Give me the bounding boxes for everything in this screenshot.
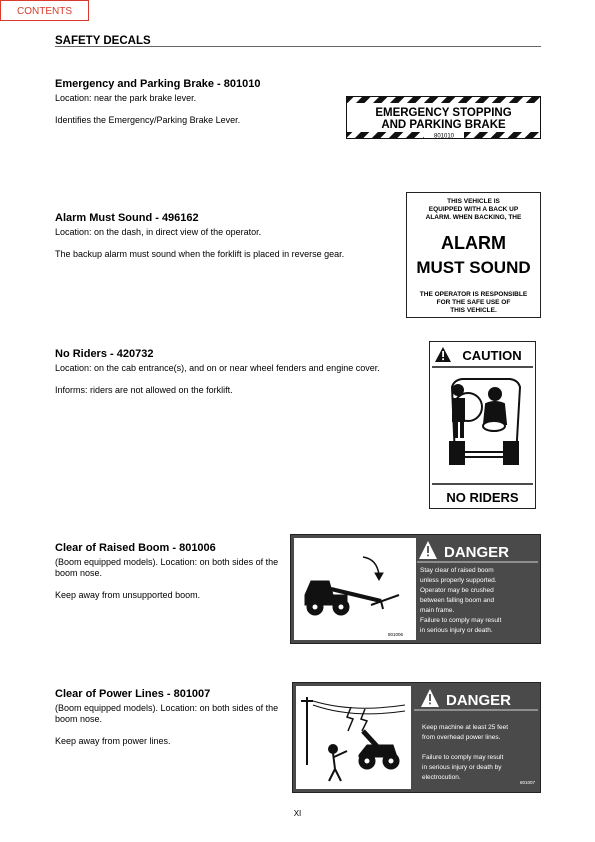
decal-header: CAUTION	[462, 348, 522, 363]
warning-triangle-icon	[435, 347, 451, 362]
decal-header: DANGER	[444, 544, 510, 561]
decal-line: in serious injury or death by	[422, 764, 502, 771]
entry-location: Location: on the cab entrance(s), and on or near wheel fenders and engine cover.	[55, 363, 380, 373]
warning-triangle-icon	[421, 689, 439, 707]
decal-emergency-brake	[346, 96, 541, 139]
entry-title: Clear of Raised Boom - 801006	[55, 542, 216, 554]
decal-code: 801007	[519, 780, 535, 785]
entry-title: Emergency and Parking Brake - 801010	[55, 78, 261, 90]
decal-body	[420, 567, 503, 634]
entry-title: No Riders - 420732	[55, 348, 154, 360]
decal-alarm-must-sound	[406, 192, 541, 318]
entry-emergency-brake	[55, 78, 335, 126]
entry-location: (Boom equipped models). Location: on both sides of the boom nose.	[55, 703, 279, 724]
decal-line: Failure to comply may result	[420, 617, 502, 624]
section-title: SAFETY DECALS	[55, 35, 151, 47]
contents-button[interactable]: CONTENTS	[0, 0, 89, 21]
decal-bottom-line-1: THE OPERATOR IS RESPONSIBLE	[419, 291, 528, 298]
decal-top-line-2: EQUIPPED WITH A BACK UP	[428, 206, 519, 213]
decal-line: Stay clear of raised boom	[420, 567, 494, 574]
decal-line: between falling boom and	[420, 597, 495, 604]
decal-footer: NO RIDERS	[446, 490, 519, 505]
decal-header: DANGER	[446, 692, 512, 709]
decal-big-line-2: MUST SOUND	[416, 258, 531, 277]
entry-location: (Boom equipped models). Location: on both sides of the boom nose.	[55, 557, 279, 578]
entry-clear-of-power-lines	[55, 688, 290, 747]
decal-bottom-line-3: THIS VEHICLE.	[450, 307, 497, 314]
decal-line: main frame.	[420, 607, 455, 614]
decal-big-line-1: ALARM	[441, 233, 506, 253]
entry-location: Location: near the park brake lever.	[55, 93, 197, 103]
decal-code: 801010	[433, 133, 455, 139]
decal-top-line-1: THIS VEHICLE IS	[447, 198, 500, 205]
title-underline	[55, 46, 541, 47]
decal-clear-of-raised-boom	[290, 534, 541, 644]
decal-line-1: EMERGENCY STOPPING	[375, 107, 512, 119]
decal-no-riders	[429, 341, 536, 509]
entry-description: Informs: riders are not allowed on the forklift.	[55, 385, 233, 395]
decal-line: Failure to comply may result	[422, 754, 504, 761]
decal-bottom-line-2: FOR THE SAFE USE OF	[436, 299, 511, 306]
entry-alarm-must-sound	[55, 212, 395, 260]
decal-line: Operator may be crushed	[420, 587, 494, 594]
entry-description: Identifies the Emergency/Parking Brake Lever.	[55, 115, 241, 125]
entry-title: Clear of Power Lines - 801007	[55, 688, 211, 700]
decal-line: from overhead power lines.	[422, 734, 501, 741]
decal-code: 801006	[387, 632, 403, 637]
entry-description: The backup alarm must sound when the forklift is placed in reverse gear.	[55, 249, 345, 259]
decal-top-line-3: ALARM. WHEN BACKING, THE	[425, 214, 522, 221]
entry-description: Keep away from power lines.	[55, 736, 171, 746]
decal-line: in serious injury or death.	[420, 627, 493, 634]
decal-line: Keep machine at least 25 feet	[422, 724, 509, 731]
entry-clear-of-raised-boom	[55, 542, 290, 601]
entry-no-riders	[55, 348, 395, 396]
decal-line: unless properly supported.	[420, 577, 497, 584]
decal-body	[422, 724, 510, 781]
entry-location: Location: on the dash, in direct view of the operator.	[55, 227, 262, 237]
page-number: XI	[293, 809, 302, 818]
decal-line: electrocution.	[422, 774, 461, 781]
decal-line-2: AND PARKING BRAKE	[381, 119, 506, 131]
entry-description: Keep away from unsupported boom.	[55, 590, 201, 600]
warning-triangle-icon	[419, 541, 437, 559]
entry-title: Alarm Must Sound - 496162	[55, 212, 199, 224]
decal-clear-of-power-lines	[292, 682, 541, 793]
